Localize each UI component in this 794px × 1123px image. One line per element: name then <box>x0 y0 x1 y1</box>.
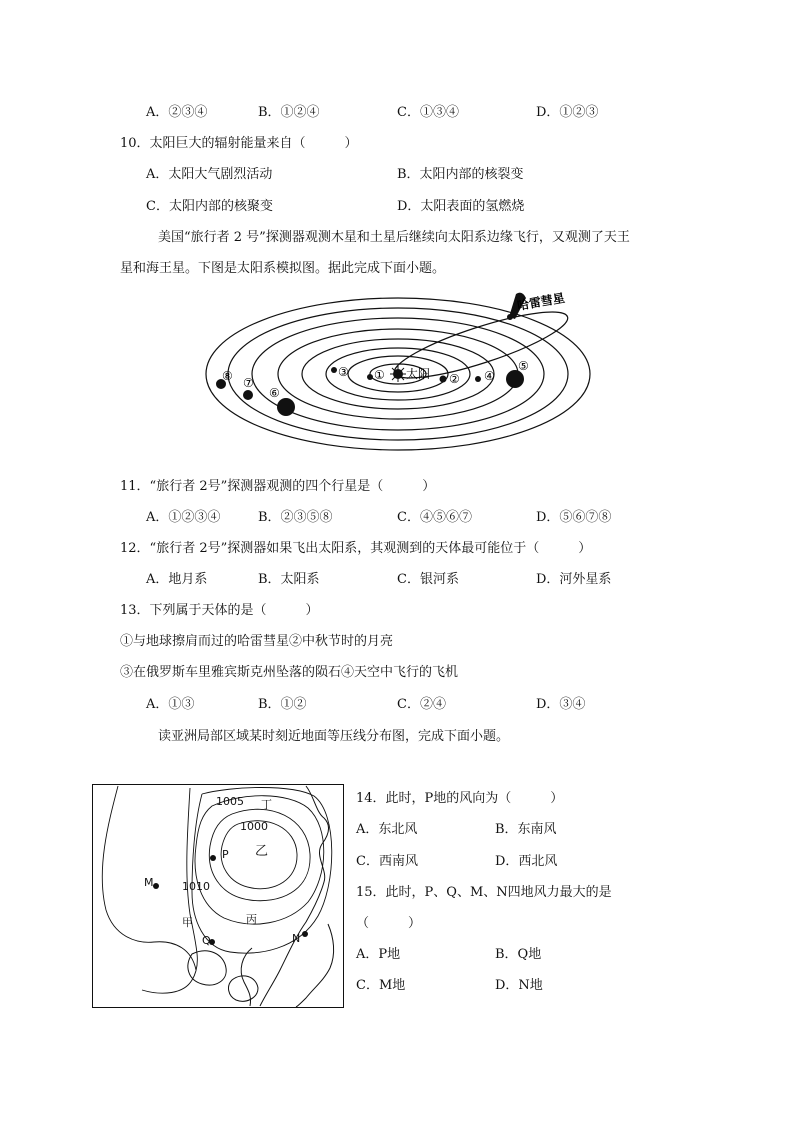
planet-6-label: ⑥ <box>269 386 280 400</box>
q14-stem: 14．此时，P地的风向为（ ） <box>356 791 564 806</box>
q9-option-d: D．①②③ <box>536 105 599 120</box>
planet-2-dot <box>440 376 447 383</box>
q13-item1: ①与地球擦肩而过的哈雷彗星②中秋节时的月亮 <box>120 634 394 649</box>
label-m: M <box>144 876 154 889</box>
q13-option-d: D．③④ <box>536 697 586 712</box>
isobar-map <box>92 784 344 1008</box>
q14-option-d: D．西北风 <box>495 854 558 869</box>
q10-stem: 10．太阳巨大的辐射能量来自（ ） <box>120 136 358 151</box>
label-q: Q <box>202 934 211 947</box>
q11-option-d: D．⑤⑥⑦⑧ <box>536 510 612 525</box>
q15-option-d: D．N地 <box>495 978 543 993</box>
q10-option-b: B．太阳内部的核裂变 <box>397 167 524 182</box>
q15-option-a: A．P地 <box>356 947 401 962</box>
q13-option-b: B．①② <box>258 697 307 712</box>
q15-option-c: C．M地 <box>356 978 406 993</box>
q13-option-a: A．①③ <box>146 697 195 712</box>
q12-option-a: A．地月系 <box>146 572 208 587</box>
q12-option-c: C．银河系 <box>397 572 459 587</box>
comet-label: 哈雷彗星 <box>516 290 566 313</box>
q15-option-b: B．Q地 <box>495 947 542 962</box>
q10-option-d: D．太阳表面的氢燃烧 <box>397 199 525 214</box>
q10-option-c: C．太阳内部的核聚变 <box>146 199 273 214</box>
passage2-line1: 读亚洲局部区域某时刻近地面等压线分布图，完成下面小题。 <box>158 729 510 744</box>
point-m <box>153 883 159 889</box>
point-p <box>210 855 216 861</box>
q15-stem: 15．此时，P、Q、M、N四地风力最大的是 <box>356 885 612 900</box>
q10-option-a: A．太阳大气剧烈活动 <box>146 167 273 182</box>
solar-system-diagram <box>200 286 600 456</box>
q11-option-c: C．④⑤⑥⑦ <box>397 510 472 525</box>
q13-option-c: C．②④ <box>397 697 446 712</box>
q12-stem: 12．“旅行者 2号”探测器如果飞出太阳系，其观测到的天体最可能位于（ ） <box>120 541 592 556</box>
passage1-line2: 星和海王星。下图是太阳系模拟图。据此完成下面小题。 <box>120 261 446 276</box>
passage1-line1: 美国“旅行者 2 号”探测器观测木星和土星后继续向太阳系边缘飞行，又观测了天王 <box>158 230 630 245</box>
q9-option-c: C．①③④ <box>397 105 459 120</box>
q12-option-d: D．河外星系 <box>536 572 612 587</box>
sun-label: 太阳 <box>406 367 431 381</box>
planet-3-label: ③ <box>338 365 349 379</box>
q14-option-b: B．东南风 <box>495 822 557 837</box>
planet-1-label: ① <box>374 368 385 382</box>
q14-option-a: A．东北风 <box>356 822 418 837</box>
planet-3-dot <box>331 367 337 373</box>
label-bing: 丙 <box>246 913 257 926</box>
q13-stem: 13．下列属于天体的是（ ） <box>120 603 319 618</box>
label-n: N <box>292 932 301 945</box>
isobar-1005-label: 1005 <box>216 795 244 808</box>
sun-icon <box>390 366 406 382</box>
label-p: P <box>222 848 229 861</box>
label-jia: 甲 <box>182 916 193 929</box>
point-n <box>302 931 308 937</box>
q9-option-a: A．②③④ <box>146 105 208 120</box>
planet-4-dot <box>475 376 481 382</box>
label-ding: 丁 <box>261 798 272 811</box>
planet-7-dot <box>243 390 253 400</box>
q11-option-a: A．①②③④ <box>146 510 221 525</box>
planet-7-label: ⑦ <box>243 376 254 390</box>
planet-8-label: ⑧ <box>222 369 233 383</box>
q11-option-b: B．②③⑤⑧ <box>258 510 333 525</box>
q9-option-b: B．①②④ <box>258 105 320 120</box>
q13-item2: ③在俄罗斯车里雅宾斯克州坠落的陨石④天空中飞行的飞机 <box>120 665 459 680</box>
q15-stem-blank: （ ） <box>356 916 422 931</box>
planet-6-dot <box>277 398 295 416</box>
label-yi: 乙 <box>255 844 269 859</box>
isobar-1000-label: 1000 <box>240 820 268 833</box>
q12-option-b: B．太阳系 <box>258 572 320 587</box>
q11-stem: 11．“旅行者 2号”探测器观测的四个行星是（ ） <box>120 479 436 494</box>
planet-4-label: ④ <box>484 369 495 383</box>
planet-2-label: ② <box>449 372 460 386</box>
q14-option-c: C．西南风 <box>356 854 418 869</box>
isobar-1010-label: 1010 <box>182 880 210 893</box>
planet-5-label: ⑤ <box>518 359 529 373</box>
planet-1-dot <box>367 374 373 380</box>
